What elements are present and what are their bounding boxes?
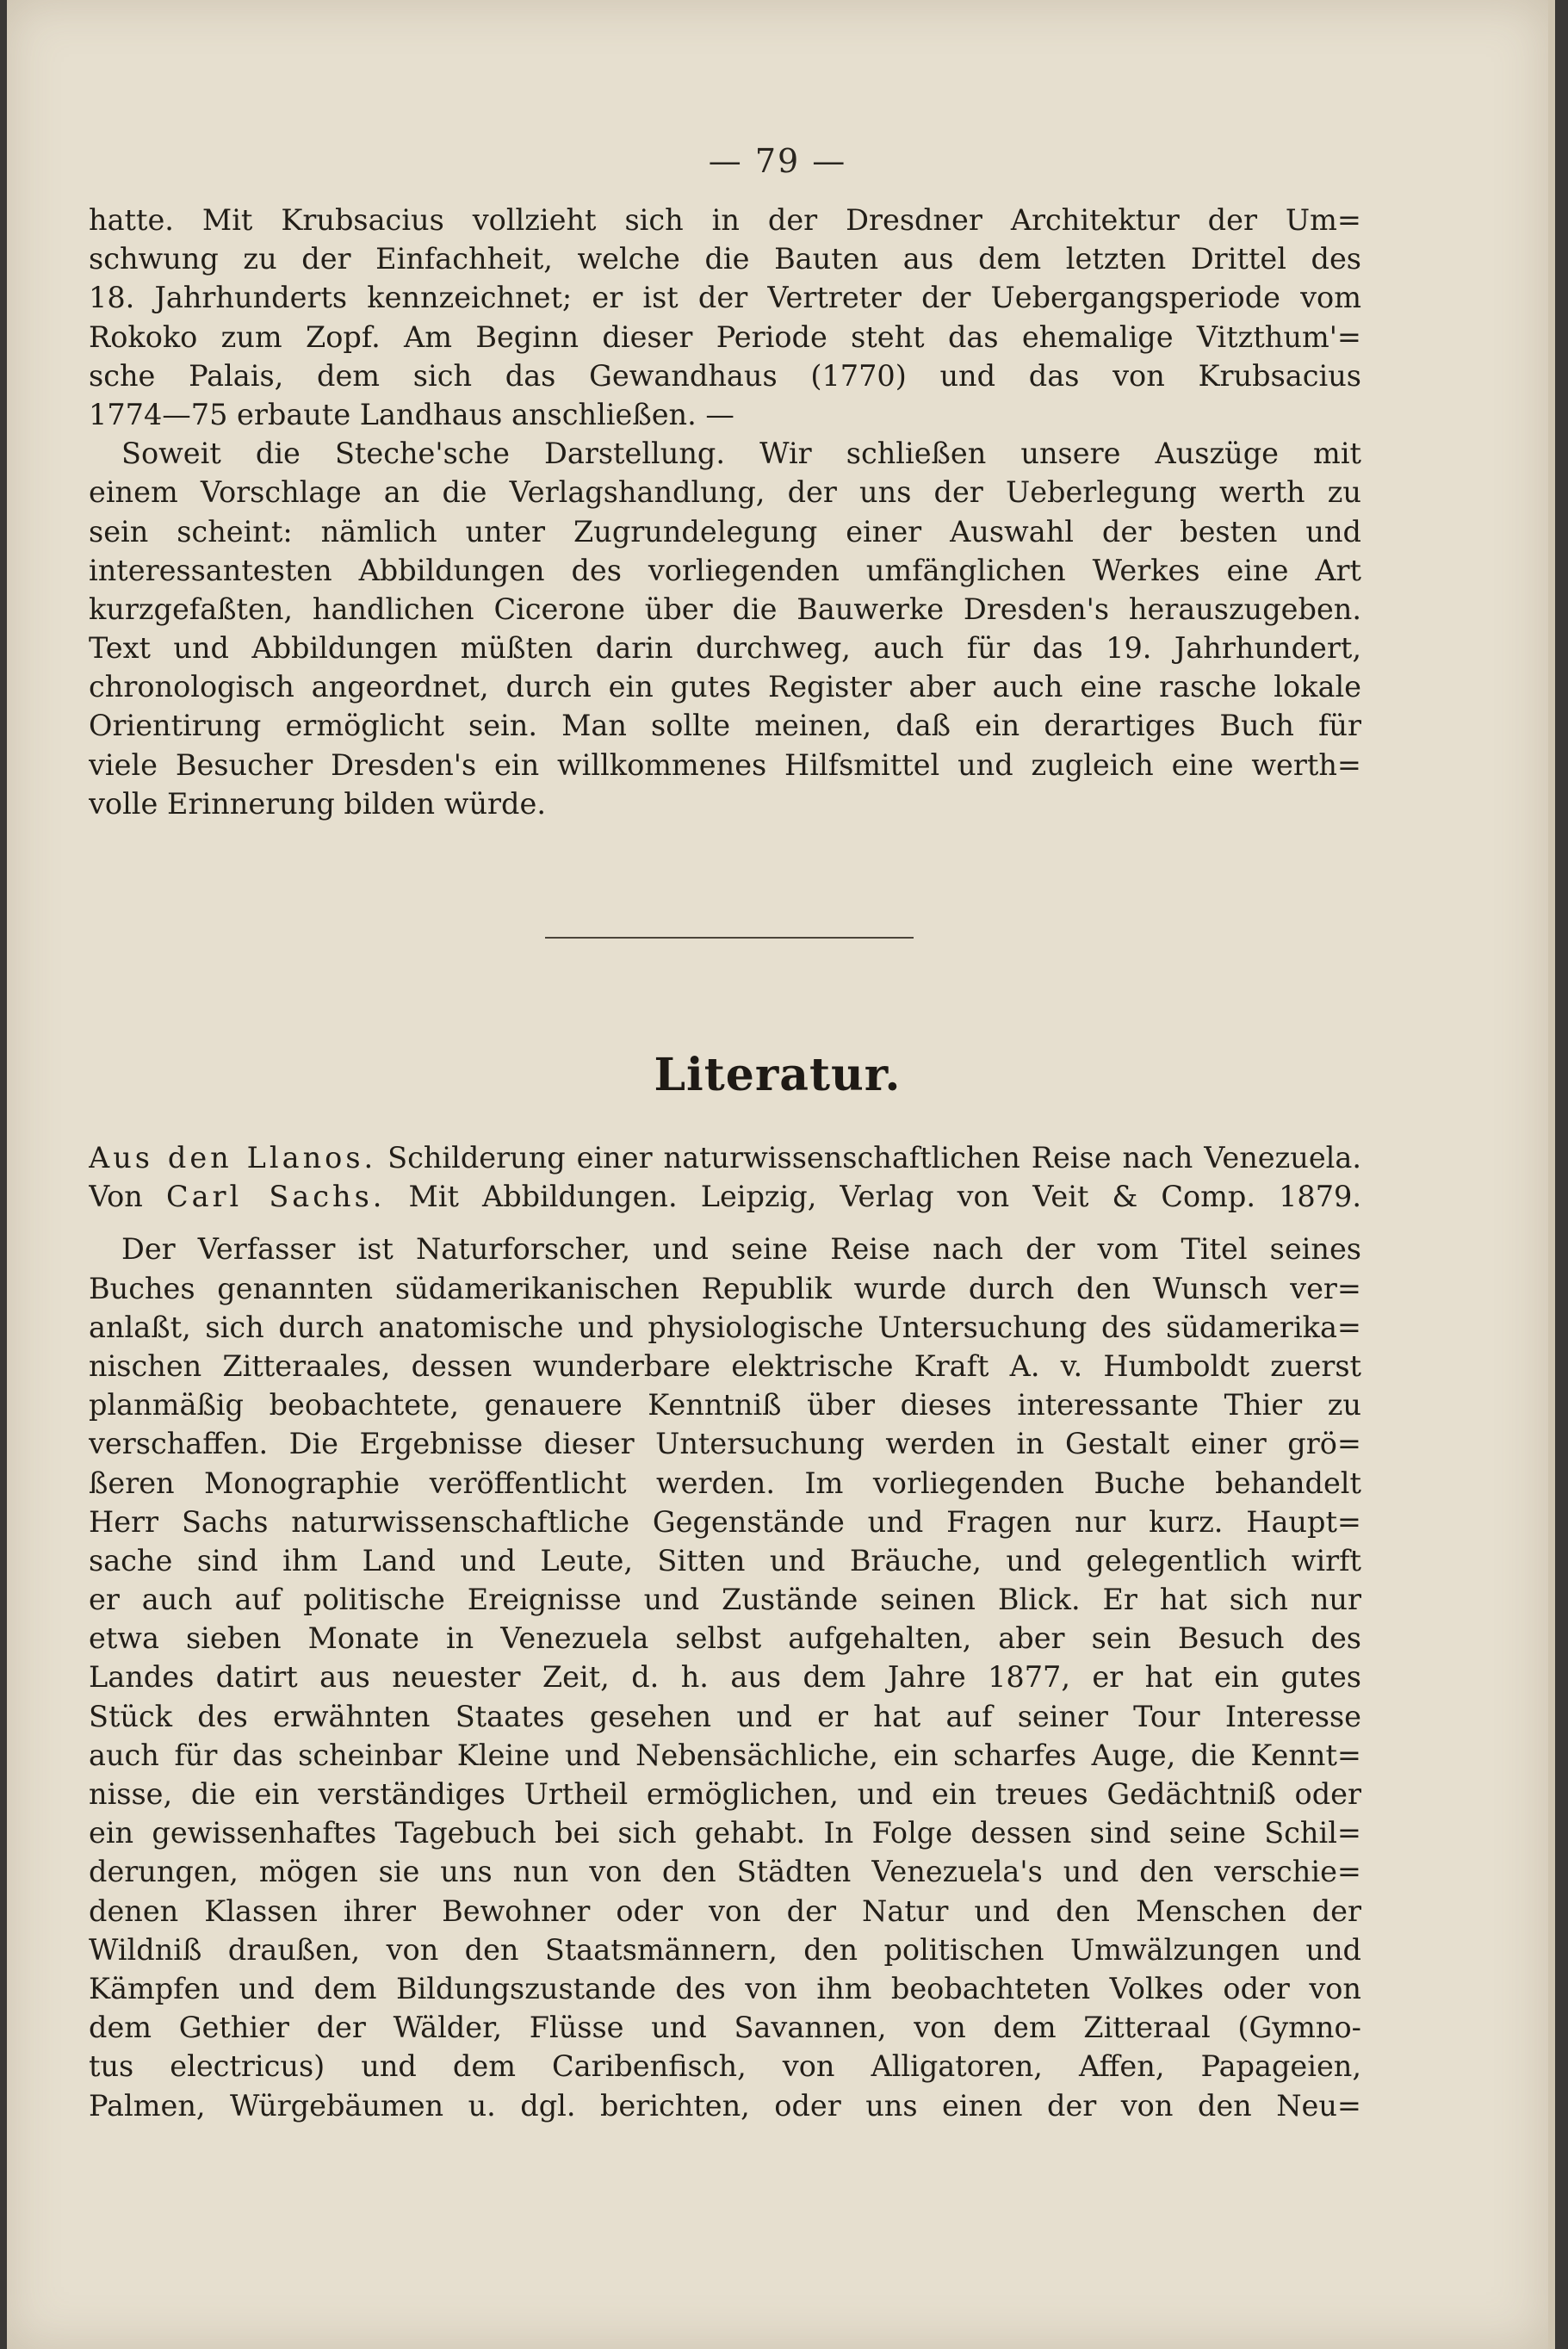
text-line: Text und Abbildungen müßten darin durchweg, auch für das 19. Jahrhundert, xyxy=(89,631,1361,666)
text-line: Rokoko zum Zopf. Am Beginn dieser Periode steht das ehemalige Vitzthum'= xyxy=(89,319,1361,354)
text-line: interessantesten Abbildungen des vorliegenden umfänglichen Werkes eine Art xyxy=(89,553,1361,587)
citation-title-prefix: Aus den Llanos. xyxy=(89,1141,377,1174)
literature-review xyxy=(89,1138,1361,2125)
section-heading: Literatur. xyxy=(654,1049,902,1101)
citation-author xyxy=(89,1177,1361,1216)
text-line: Orientirung ermöglicht sein. Man sollte meinen, daß ein derartiges Buch für xyxy=(89,709,1361,743)
text-line: Buches genannten südamerikanischen Republik wurde durch den Wunsch ver= xyxy=(89,1271,1361,1305)
text-line: dem Gethier der Wälder, Flüsse und Savannen, von dem Zitteraal (Gymno- xyxy=(89,2011,1361,2045)
text-line: sein scheint: nämlich unter Zugrundelegung einer Auswahl der besten und xyxy=(89,514,1361,549)
text-line: 18. Jahrhunderts kennzeichnet; er ist der Vertreter der Uebergangsperiode vom xyxy=(89,281,1361,315)
citation-title-rest: Schilderung einer naturwissenschaftlichen Reise nach Venezuela. xyxy=(387,1141,1361,1174)
citation-author-prefix: Von xyxy=(89,1180,143,1214)
text-line: hatte. Mit Krubsacius vollzieht sich in der Dresdner Architektur der Um= xyxy=(89,203,1361,237)
text-line: Wildniß draußen, von den Staatsmännern, den politischen Umwälzungen und xyxy=(89,1932,1361,1967)
text-line: Soweit die Steche'sche Darstellung. Wir schließen unsere Auszüge mit xyxy=(121,437,1361,471)
page-edge xyxy=(1548,0,1555,2349)
text-line: nischen Zitteraales, dessen wunderbare elektrische Kraft A. v. Humboldt zuerst xyxy=(89,1348,1361,1383)
text-line: etwa sieben Monate in Venezuela selbst aufgehalten, aber sein Besuch des xyxy=(89,1621,1361,1656)
text-line: chronologisch angeordnet, durch ein gutes Register aber auch eine rasche lokale xyxy=(89,670,1361,704)
text-line: Kämpfen und dem Bildungszustande des von ihm beobachteten Volkes oder von xyxy=(89,1971,1361,2005)
text-line: tus electricus) und dem Caribenfisch, von Alligatoren, Affen, Papageien, xyxy=(89,2049,1361,2084)
text-line: auch für das scheinbar Kleine und Nebensächliche, ein scharfes Auge, die Kennt= xyxy=(89,1738,1361,1772)
text-line: 1774—75 erbaute Landhaus anschließen. — xyxy=(89,397,734,431)
citation-author-name: Carl Sachs. xyxy=(165,1180,386,1214)
section-divider xyxy=(545,937,914,939)
text-line: sache sind ihm Land und Leute, Sitten und Bräuche, und gelegentlich wirft xyxy=(89,1543,1361,1577)
citation-author-rest: Mit Abbildungen. Leipzig, Verlag von Veit & Comp. 1879. xyxy=(408,1180,1361,1214)
architecture-text xyxy=(89,201,1361,823)
text-line: verschaffen. Die Ergebnisse dieser Untersuchung werden in Gestalt einer grö= xyxy=(89,1427,1361,1461)
page-number: — 79 — xyxy=(708,142,847,180)
text-line: Der Verfasser ist Naturforscher, und seine Reise nach der vom Titel seines xyxy=(121,1232,1361,1267)
text-line: volle Erinnerung bilden würde. xyxy=(89,786,546,821)
text-line: Stück des erwähnten Staates gesehen und er hat auf seiner Tour Interesse xyxy=(89,1699,1361,1733)
text-line: viele Besucher Dresden's ein willkommenes Hilfsmittel und zugleich eine werth= xyxy=(89,747,1361,782)
book-page xyxy=(7,0,1548,2349)
text-line: planmäßig beobachtete, genauere Kenntniß über dieses interessante Thier zu xyxy=(89,1388,1361,1422)
text-line: kurzgefaßten, handlichen Cicerone über die Bauwerke Dresden's herauszugeben. xyxy=(89,592,1361,626)
text-line: Landes datirt aus neuester Zeit, d. h. aus dem Jahre 1877, er hat ein gutes xyxy=(89,1660,1361,1695)
text-line: ßeren Monographie veröffentlicht werden. Im vorliegenden Buche behandelt xyxy=(89,1466,1361,1500)
text-line: einem Vorschlage an die Verlagshandlung, der uns der Ueberlegung werth zu xyxy=(89,475,1361,510)
text-line: nisse, die ein verständiges Urtheil ermöglichen, und ein treues Gedächtniß oder xyxy=(89,1777,1361,1811)
text-line: anlaßt, sich durch anatomische und physiologische Untersuchung des südamerika= xyxy=(89,1310,1361,1344)
text-line: sche Palais, dem sich das Gewandhaus (1770) und das von Krubsacius xyxy=(89,358,1361,393)
text-line: ein gewissenhaftes Tagebuch bei sich gehabt. In Folge dessen sind seine Schil= xyxy=(89,1816,1361,1850)
citation-title xyxy=(89,1138,1361,1177)
text-line: er auch auf politische Ereignisse und Zustände seinen Blick. Er hat sich nur xyxy=(89,1583,1361,1617)
text-line: denen Klassen ihrer Bewohner oder von der Natur und den Menschen der xyxy=(89,1893,1361,1928)
text-line: Herr Sachs naturwissenschaftliche Gegenstände und Fragen nur kurz. Haupt= xyxy=(89,1504,1361,1539)
text-line: schwung zu der Einfachheit, welche die Bauten aus dem letzten Drittel des xyxy=(89,242,1361,276)
text-line: Palmen, Würgebäumen u. dgl. berichten, oder uns einen der von den Neu= xyxy=(89,2088,1361,2123)
text-line: derungen, mögen sie uns nun von den Städten Venezuela's und den verschie= xyxy=(89,1855,1361,1889)
